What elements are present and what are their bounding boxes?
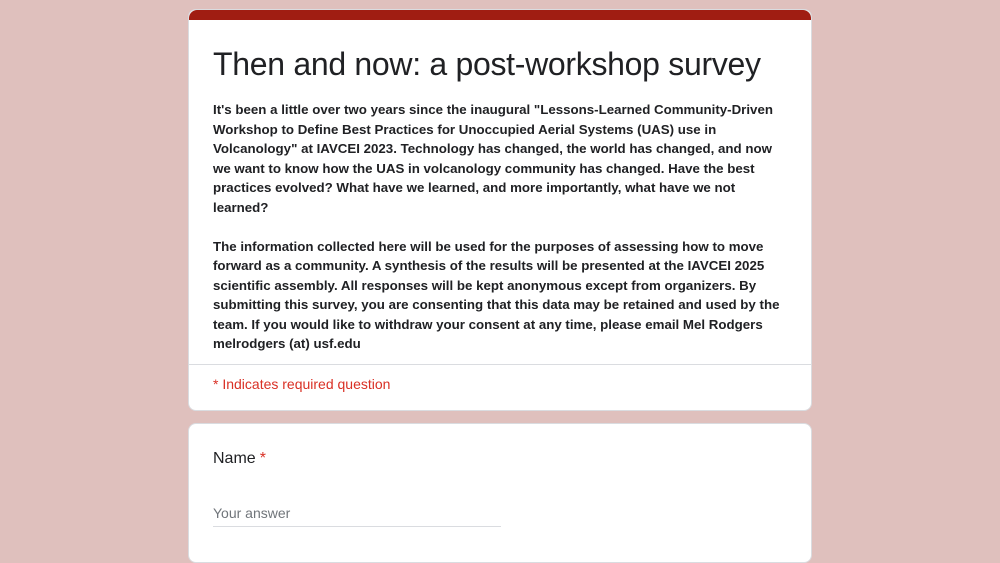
form-header-card: [188, 9, 812, 411]
name-answer-input[interactable]: [213, 500, 501, 527]
header-accent-bar: [189, 10, 811, 20]
description-paragraph: The information collected here will be used for the purposes of assessing how to move forward as a community. A synthesis of the results will be presented at the IAVCEI 2025 scientific assembly. All responses will be kept anonymous except from organizers. By submitting this survey, you are consenting that this data may be retained and used by the team. If you would like to withdraw your consent at any time, please email Mel Rodgers melrodgers (at) usf.edu: [213, 238, 780, 351]
form-container: [188, 9, 812, 563]
question-title: [213, 450, 266, 468]
header-divider: [189, 364, 811, 365]
required-asterisk: *: [259, 450, 266, 467]
form-description: [189, 84, 811, 354]
description-paragraph: It's been a little over two years since the inaugural "Lessons-Learned Community-Driven Workshop to Define Best Practices for Unoccupied Aerial Systems (UAS) use in Volcanology" at IAVCEI 2023. Technology has changed, the world has changed, and now we want to know how the UAS in volcanology community has changed. Have the best practices evolved? What have we learned, and more importantly, what have we not learned?: [213, 102, 773, 215]
question-card-name: [188, 423, 812, 563]
required-question-note: * Indicates required question: [213, 376, 391, 392]
form-title: Then and now: a post-workshop survey: [213, 46, 761, 82]
question-label: Name: [213, 450, 256, 467]
